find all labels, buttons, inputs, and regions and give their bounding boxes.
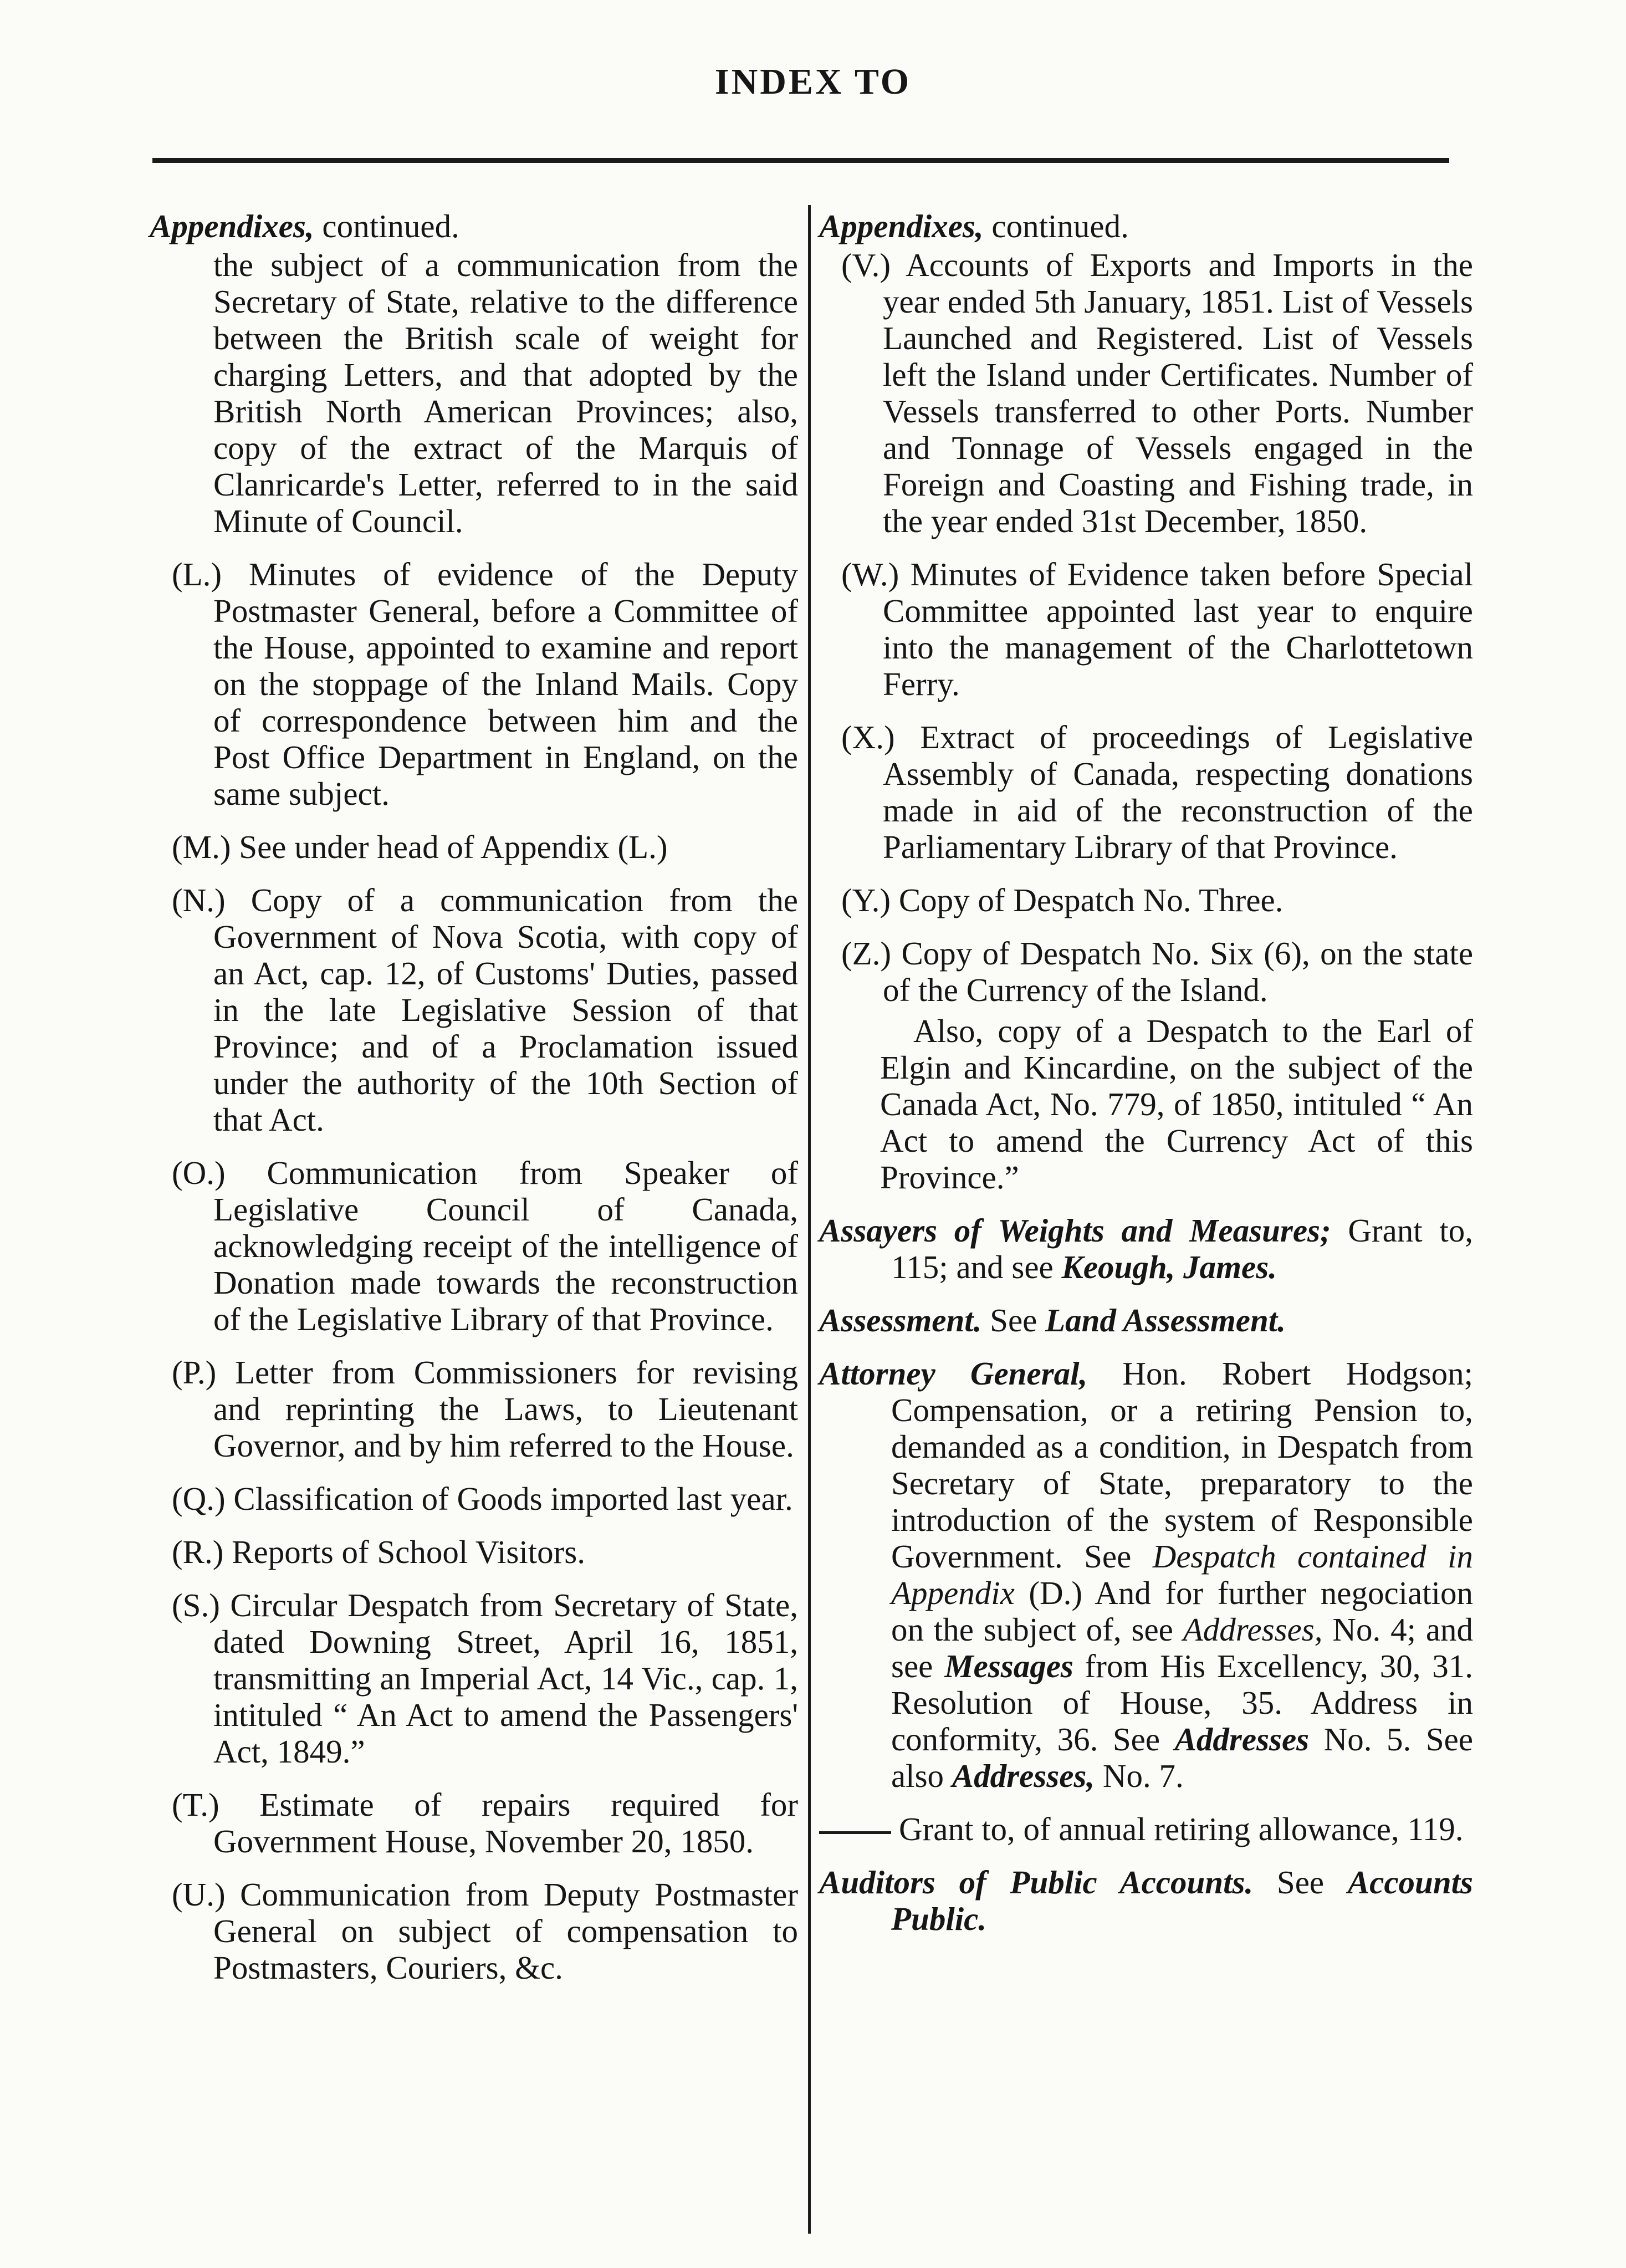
appendix-entry-p: (P.) Letter from Commissioners for revising and reprinting the Laws, to Lieutenant Governor, and by him referred to the House. xyxy=(172,1354,798,1464)
column-divider xyxy=(808,205,811,2234)
index-entry-grant: Grant to, of annual retiring allowance, 119. xyxy=(819,1811,1473,1847)
section-heading: Appendixes, continued. xyxy=(150,208,459,244)
appendix-entry-x: (X.) Extract of proceedings of Legislative Assembly of Canada, respecting donations made in aid of the reconstruction of the Parliamentary Library of that Province. xyxy=(841,719,1473,865)
left-column xyxy=(150,208,798,2003)
index-entry-attorney-general: Attorney General, Hon. Robert Hodgson; Compensation, or a retiring Pension to, demanded as a condition, in Despatch from Secretary of State, preparatory to the introduction of the system of Responsible Government. See Despatch contained in Appendix (D.) And for further negociation on the subject of, see Addresses, No. 4; and see Messages from His Excellency, 30, 31. Resolution of House, 35. Address in conformity, 36. See Addresses No. 5. See also Addresses, No. 7. xyxy=(819,1355,1474,1794)
appendix-entry-y: (Y.) Copy of Despatch No. Three. xyxy=(841,882,1284,918)
header-rule xyxy=(152,158,1449,163)
appendix-entry-v: (V.) Accounts of Exports and Imports in the year ended 5th January, 1851. List of Vessels Launched and Registered. List of Vessels left the Island under Certificates. Number of Vessels transferred to other Ports. Number and Tonnage of Vessels engaged in the Foreign and Coasting and Fishing trade, in the year ended 31st December, 1850. xyxy=(841,247,1473,539)
appendix-entry-w: (W.) Minutes of Evidence taken before Special Committee appointed last year to enquire into the management of the Charlottetown Ferry. xyxy=(841,556,1473,702)
continued-text: the subject of a communication from the Secretary of State, relative to the difference between the British scale of weight for charging Letters, and that adopted by the British North American Provinces; also, copy of the extract of the Marquis of Clanricarde's Letter, referred to in the said Minute of Council. xyxy=(213,247,798,539)
index-entry-assayers: Assayers of Weights and Measures; Grant to, 115; and see Keough, James. xyxy=(819,1212,1473,1285)
appendix-entry-n: (N.) Copy of a communication from the Government of Nova Scotia, with copy of an Act, cap. 12, of Customs' Duties, passed in the late Legislative Session of that Province; and of a Proclamation issued under the authority of the 10th Section of that Act. xyxy=(172,882,798,1138)
appendix-entry-z-also: Also, copy of a Despatch to the Earl of Elgin and Kincardine, on the subject of the Canada Act, No. 779, of 1850, intituled “ An Act to amend the Currency Act of this Province.” xyxy=(880,1013,1473,1196)
page-header: INDEX TO xyxy=(714,62,912,102)
appendix-entry-o: (O.) Communication from Speaker of Legislative Council of Canada, acknowledging receipt of the intelligence of Donation made towards the reconstruction of the Legislative Library of that Province. xyxy=(172,1155,798,1337)
appendix-entry-z: (Z.) Copy of Despatch No. Six (6), on the state of the Currency of the Island. xyxy=(841,935,1474,1008)
appendix-entry-s: (S.) Circular Despatch from Secretary of State, dated Downing Street, April 16, 1851, transmitting an Imperial Act, 14 Vic., cap. 1, intituled “ An Act to amend the Passengers' Act, 1849.” xyxy=(172,1587,798,1770)
appendix-entry-l: (L.) Minutes of evidence of the Deputy Postmaster General, before a Committee of the House, appointed to examine and report on the stoppage of the Inland Mails. Copy of correspondence between him and the Post Office Department in England, on the same subject. xyxy=(172,556,799,812)
appendix-entry-q: (Q.) Classification of Goods imported last year. xyxy=(172,1480,793,1517)
appendix-entry-t: (T.) Estimate of repairs required for Government House, November 20, 1850. xyxy=(172,1786,798,1860)
section-heading: Appendixes, continued. xyxy=(819,208,1129,244)
appendix-entry-r: (R.) Reports of School Visitors. xyxy=(172,1534,585,1570)
appendix-entry-m: (M.) See under head of Appendix (L.) xyxy=(172,829,668,865)
index-entry-auditors: Auditors of Public Accounts. See Accounts Public. xyxy=(819,1864,1474,1937)
ditto-dash xyxy=(819,1831,891,1834)
appendix-entry-u: (U.) Communication from Deputy Postmaster General on subject of compensation to Postmasters, Couriers, &c. xyxy=(172,1876,799,1986)
right-column xyxy=(819,208,1473,1954)
index-entry-assessment: Assessment. See Land Assessment. xyxy=(819,1302,1286,1339)
